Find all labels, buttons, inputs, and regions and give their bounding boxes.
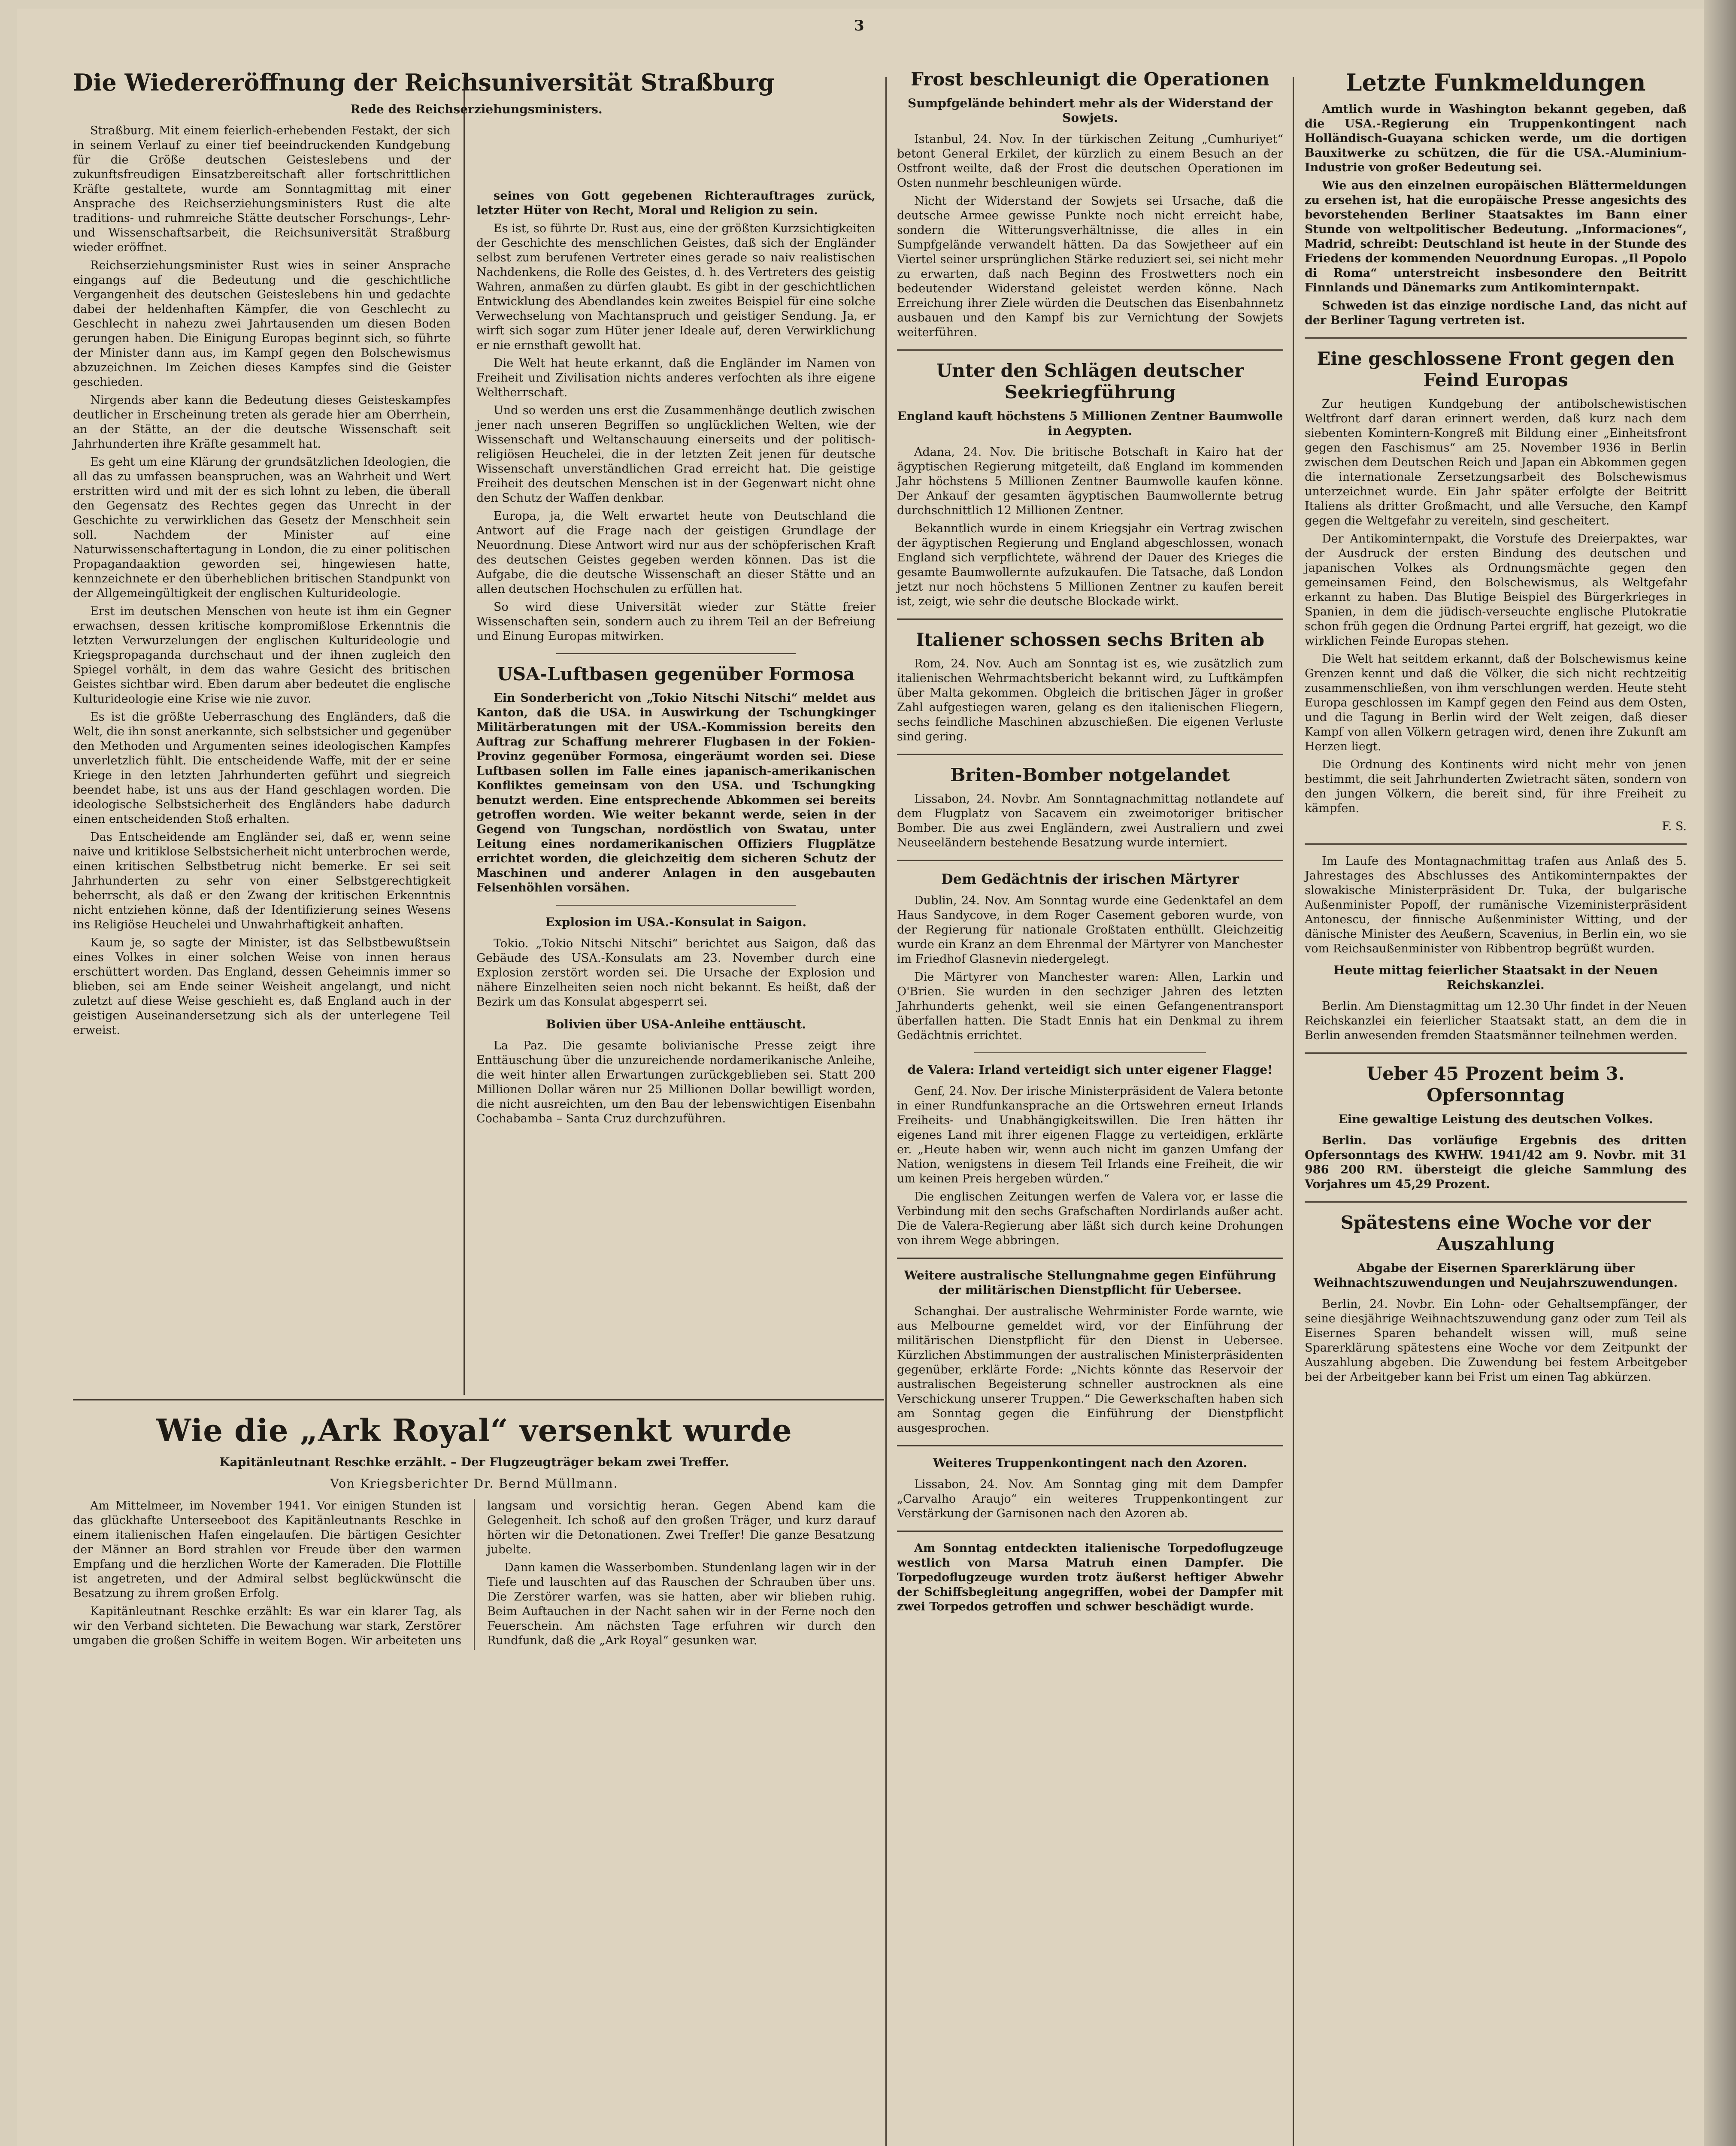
- divider: [556, 905, 796, 906]
- paragraph: Es ist, so führte Dr. Rust aus, eine der größten Kurzsichtigkeiten der Geschichte des menschlichen Geistes, daß sich der Engländer selbst zum berufenen Vertreter eines gerade so naiv realistischen Nachdenkens, die Rolle des Geistes, d. h. des Vertreters des geistig Wahren, anmaßen zu dürfen glaubt. Es gibt in der geschichtlichen Entwicklung des Abendlandes kein zweites Beispiel für eine solche Verwechselung von Machtanspruch und geistiger Sendung. Ja, er wirft sich sogar zum Hüter jener Ideale auf, deren Verwirklichung er nie ernsthaft gewollt hat.: [476, 222, 876, 352]
- paragraph: Ein Sonderbericht von „Tokio Nitschi Nitschi“ meldet aus Kanton, daß die USA. in Auswirkung der Tschungkinger Militärberatungen mit der USA.-Kommission bereits den Auftrag zur Schaffung mehrerer Flugbasen in der Fokien-Provinz gegenüber Formosa, eingeräumt worden sei. Diese Luftbasen sollen im Falle eines japanisch-amerikanischen Konfliktes gemeinsam von den USA. und Tschungking benutzt werden. Eine entsprechende Abkommen sei bereits getroffen worden. Wie weiter bekannt werde, seien in der Gegend von Tungschan, nordöstlich von Swatau, unter Leitung eines nordamerikanischen Offiziers Flugplätze errichtet worden, die gleichzeitig dem sicheren Schutz der Maschinen und anderer Anlagen in den ausgebauten Felsenhöhlen vorsähen.: [476, 691, 876, 894]
- page-number: 3: [854, 17, 864, 34]
- paragraph: Der Antikominternpakt, die Vorstufe des Dreierpaktes, war der Ausdruck der ersten Bindung des deutschen und japanischen Volkes als Ordnungsmächte gegen den gemeinsamen Feind, den Bolschewismus, als Weltgefahr erkannt zu haben. Das Blutige Beispiel des Bürgerkrieges in Spanien, in dem die jüdisch-verseuchte englische Plutokratie schon früh gegen die Ordnung Partei ergriff, hat gezeigt, wo die wirklichen Feinde Europas stehen.: [1305, 532, 1687, 648]
- paragraph: Nicht der Widerstand der Sowjets sei Ursache, daß die deutsche Armee gewisse Punkte noch nicht erreicht habe, sondern die Witterungsverhältnisse, die alles in ein Sumpfgelände verwandelt hätten. Da das Sowjetheer auf ein Viertel seiner ursprünglichen Stärke reduziert sei, sei nicht mehr zu erwarten, daß nach Beginn des Frostwetters noch ein bedeutender Widerstand geleistet werden könne. Nach Erreichung ihrer Ziele würden die Deutschen das Eisenbahnnetz ausbauen und den Kampf bis zur Vernichtung der Sowjets weiterführen.: [897, 194, 1283, 339]
- paragraph: Kaum je, so sagte der Minister, ist das Selbstbewußtsein eines Volkes in einer solchen Weise von innen heraus erschüttert worden. Das England, dessen Geheimnis immer so blieben, sei am Ende seiner Weisheit angelangt, und nicht zuletzt auf diese Weise geschieht es, daß England auch in der geistigen Auseinandersetzung sich als der unterlegene Teil erweist.: [73, 936, 451, 1037]
- headline-valera: de Valera: Irland verteidigt sich unter eigener Flagge!: [907, 1063, 1273, 1077]
- headline-funkmeldungen: Letzte Funkmeldungen: [1345, 69, 1646, 96]
- paragraph: So wird diese Universität wieder zur Stätte freier Wissenschaften sein, sondern auch zu ihrem Teil an der Befreiung und Einung Europas mitwirken.: [476, 600, 876, 643]
- divider: [897, 754, 1283, 755]
- divider: [897, 1445, 1283, 1446]
- paragraph: Erst im deutschen Menschen von heute ist ihm ein Gegner erwachsen, dessen kritische kompromißlose Erkenntnis die letzten Verwurzelungen der englischen Kulturideologie und Kriegspropaganda durchschaut und der ihnen zugleich den Spiegel vorhält, in dem das wahre Gesicht des britischen Geistes sichtbar wird. Eben darum aber bedeutet die englische Kulturideologie eine Krise wie nie zuvor.: [73, 605, 451, 706]
- paragraph: Dublin, 24. Nov. Am Sonntag wurde eine Gedenktafel an dem Haus Sandycove, in dem Roger Casement geboren wurde, von der Regierung für nationale Großtaten enthüllt. Gleichzeitig wurde ein Kranz an dem Ehrenmal der Märtyrer von Manchester im Friedhof Glasnevin niedergelegt.: [897, 894, 1283, 966]
- paragraph: Europa, ja, die Welt erwartet heute von Deutschland die Antwort auf die Frage nach der geistigen Grundlage der Neuordnung. Diese Antwort wird nur aus der schöpferischen Kraft des deutschen Geistes gegeben werden können. Das ist die Aufgabe, die die deutsche Wissenschaft an dieser Stätte und an allen deutschen Hochschulen zu erfüllen hat.: [476, 509, 876, 596]
- paragraph: Lissabon, 24. Novbr. Am Sonntagnachmittag notlandete auf dem Flugplatz von Sacavem ein zweimotoriger britischer Bomber. Die aus zwei Engländern, zwei Australiern und zwei Neuseeländern bestehende Besatzung wurde interniert.: [897, 792, 1283, 849]
- paragraph: Nirgends aber kann die Bedeutung dieses Geisteskampfes deutlicher in Erscheinung treten als gerade hier am Oberrhein, an der Stätte, an der die deutsche Wissenschaft seit Jahrhunderten ihre Kräfte gesammelt hat.: [73, 394, 451, 451]
- subhead-opfersonntag: Eine gewaltige Leistung des deutschen Volkes.: [1338, 1112, 1653, 1126]
- headline-front: Eine geschlossene Front gegen den Feind Europas: [1317, 348, 1675, 391]
- divider: [897, 860, 1283, 861]
- divider: [897, 1531, 1283, 1532]
- headline-auszahlung: Spätestens eine Woche vor der Auszahlung: [1340, 1212, 1651, 1255]
- paragraph: Am Mittelmeer, im November 1941. Vor einigen Stunden ist das glückhafte Unterseeboot des Kapitänleutnants Reschke in einem italienischen Hafen eingelaufen. Die bärtigen Gesichter der Männer an Bord strahlen vor Freude über den warmen Empfang und die herzlichen Worte der Kameraden. Die Flottille ist angetreten, und der Admiral selbst beglückwünscht die Besatzung zu ihrem großen Erfolg.: [73, 1499, 461, 1600]
- paragraph: Adana, 24. Nov. Die britische Botschaft in Kairo hat der ägyptischen Regierung mitgeteilt, daß England im kommenden Jahr höchstens 5 Millionen Zentner Baumwolle kaufen könne. Der Ankauf der gesamten ägyptischen Baumwollernte betrug durchschnittlich 12 Millionen Zentner.: [897, 446, 1283, 517]
- divider: [897, 1258, 1283, 1259]
- paragraph: Die Welt hat seitdem erkannt, daß der Bolschewismus keine Grenzen kennt und daß die Völker, die sich nicht rechtzeitig zusammenschließen, von ihm verschlungen werden. Heute steht Europa geschlossen im Kampf gegen den Feind aus dem Osten, und die Tagung in Berlin wird der Welt zeigen, daß dieser Kampf von allen Völkern getragen wird, denen ihre Zukunft am Herzen liegt.: [1305, 652, 1687, 753]
- paragraph: Rom, 24. Nov. Auch am Sonntag ist es, wie zusätzlich zum italienischen Wehrmachtsbericht bekannt wird, zu Luftkämpfen über Malta gekommen. Obgleich die britischen Jäger in großer Zahl aufgestiegen waren, gelang es den italienischen Fliegern, sechs feindliche Maschinen abzuschießen. Die eigenen Verluste sind gering.: [897, 657, 1283, 743]
- headline-italiener: Italiener schossen sechs Briten ab: [915, 629, 1265, 650]
- paragraph: Tokio. „Tokio Nitschi Nitschi“ berichtet aus Saigon, daß das Gebäude des USA.-Konsulats am 23. November durch eine Explosion zerstört worden sei. Die Ursache der Explosion und nähere Einzelheiten seien noch nicht bekannt. Es heißt, daß der Bezirk um das Konsulat abgesperrt sei.: [476, 937, 876, 1009]
- paragraph: Die Märtyrer von Manchester waren: Allen, Larkin und O'Brien. Sie wurden in den sechziger Jahren des letzten Jahrhunderts gehenkt, weil sie einen Gefangenentransport überfallen hatten. Die Stadt Ennis hat ein Denkmal zu ihrem Gedächtnis errichtet.: [897, 970, 1283, 1042]
- paragraph: Bekanntlich wurde in einem Kriegsjahr ein Vertrag zwischen der ägyptischen Regierung und England abgeschlossen, wonach England sich verpflichtete, während der Dauer des Krieges die gesamte Baumwollernte aufzukaufen. Die Tatsache, daß London jetzt nur noch höchstens 5 Millionen Zentner zu kaufen bereit ist, zeigt, wie sehr die deutsche Blockade wirkt.: [897, 522, 1283, 608]
- column-rule: [885, 77, 887, 2146]
- headline-azoren: Weiteres Truppenkontingent nach den Azoren.: [933, 1456, 1248, 1470]
- paragraph: Schanghai. Der australische Wehrminister Forde warnte, wie aus Melbourne gemeldet wird, vor der Einführung der militärischen Dienstpflicht für den Dienst in Uebersee. Kürzlichen Abstimmungen der australischen Ministerpräsidenten gegenüber, erklärte Forde: „Nichts könnte das Reservoir der australischen Begeisterung schneller austrocknen als eine Verschickung unserer Truppen.“ Die Gewerkschaften haben sich am Sonntag gegen die Einführung der Dienstpflicht ausgesprochen.: [897, 1305, 1283, 1435]
- subhead-ark-royal: Kapitänleutnant Reschke erzählt. – Der Flugzeugträger bekam zwei Treffer.: [219, 1455, 729, 1469]
- paragraph: Berlin. Das vorläufige Ergebnis des dritten Opfersonntags des KWHW. 1941/42 am 9. Novbr. mit 31 986 200 RM. übersteigt die gleiche Sammlung des Vorjahres um 45,29 Prozent.: [1305, 1134, 1687, 1191]
- headline-formosa: USA-Luftbasen gegenüber Formosa: [497, 664, 855, 685]
- paragraph: Dann kamen die Wasserbomben. Stundenlang lagen wir in der Tiefe und lauschten auf das Rauschen der Schrauben über uns. Die Zerstörer warfen, was sie hatten, aber wir blieben ruhig. Beim Auftauchen in der Nacht sahen wir in der Ferne noch den Feuerschein. Am nächsten Tage erfuhren wir durch den Rundfunk, daß die „Ark Royal“ gesunken war.: [487, 1561, 876, 1647]
- headline-bomber: Briten-Bomber notgelandet: [950, 764, 1230, 785]
- ark-royal-article: [73, 1412, 876, 2146]
- signature: F. S.: [1662, 820, 1687, 833]
- paragraph: Die Ordnung des Kontinents wird nicht mehr von jenen bestimmt, die seit Jahrhunderten Zwietracht säten, sondern von den jungen Völkern, die bereit sind, für ihre Freiheit zu kämpfen.: [1305, 758, 1687, 815]
- divider: [897, 349, 1283, 351]
- paragraph: Kapitänleutnant Reschke erzählt: Es war ein klarer Tag, als wir den Verband sichteten. Die Bewachung war stark, Zerstörer umgaben die großen Schiffe in weitem Bogen. Wir arbeiteten uns langsam und vorsichtig heran. Gegen Abend kam die Gelegenheit. Ich schoß auf den großen Träger, und kurz darauf hörten wir die Detonationen. Zwei Treffer! Die ganze Besatzung jubelte.: [73, 1499, 876, 1647]
- subhead-frost: Sumpfgelände behindert mehr als der Widerstand der Sowjets.: [908, 96, 1272, 125]
- column-4: [1305, 69, 1687, 2146]
- paragraph: Wie aus den einzelnen europäischen Blättermeldungen zu ersehen ist, hat die europäische Presse angesichts des bevorstehenden Berliner Staatsaktes im Bann einer Stunde von weltpolitischer Bedeutung. „Informaciones“, Madrid, schreibt: Deutschland ist heute in der Stunde des Friedens der kommenden Neuordnung Europas. „Il Popolo di Roma“ unterstreicht insbesondere den Beitritt Finnlands und Dänemarks zum Antikominternpakt.: [1305, 179, 1687, 294]
- paragraph: Amtlich wurde in Washington bekannt gegeben, daß die USA.-Regierung ein Truppenkontingent nach Holländisch-Guayana schicken werde, um die dortigen Bauxitwerke zu schützen, die für die USA.-Aluminium-Industrie von großer Bedeutung sei.: [1305, 103, 1687, 174]
- column-2: [476, 189, 876, 1386]
- headline-staatsakt: Heute mittag feierlicher Staatsakt in der Neuen Reichskanzlei.: [1333, 963, 1658, 992]
- ark-royal-body: [73, 1499, 876, 1650]
- paragraph: La Paz. Die gesamte bolivianische Presse zeigt ihre Enttäuschung über die unzureichende nordamerikanische Anleihe, die weit hinter allen Erwartungen zurückgeblieben sei. Statt 200 Millionen Dollar wären nur 25 Millionen Dollar bewilligt worden, die nicht ausreichten, um den Bau der lebenswichtigen Eisenbahn Cochabamba – Santa Cruz durchzuführen.: [476, 1039, 876, 1125]
- headline-australien: Weitere australische Stellungnahme gegen Einführung der militärischen Dienstpflicht für Uebersee.: [904, 1268, 1276, 1297]
- headline-maertyrer: Dem Gedächtnis der irischen Märtyrer: [941, 871, 1239, 887]
- paragraph: Im Laufe des Montagnachmittag trafen aus Anlaß des 5. Jahrestages des Abschlusses des Antikominternpaktes der slowakische Ministerpräsident Dr. Tuka, der bulgarische Außenminister Popoff, der rumänische Vizeministerpräsident Antonescu, der finnische Außenminister Witting, und der dänische Minister des Aeußern, Scavenius, in Berlin ein, wo sie vom Reichsaußenminister von Ribbentrop begrüßt wurden.: [1305, 855, 1687, 955]
- paragraph: Es geht um eine Klärung der grundsätzlichen Ideologien, die all das zu umfassen beanspruchen, was an Wahrheit und Wert erstritten wird und mit der es sich lohnt zu leben, die überall den Gegensatz des Rechtes gegen das Unrecht in der Geschichte zu verwirklichen das Gesetz der Menschheit sein soll. Nachdem der Minister auf eine Naturwissenschaftertagung in London, die zu einer politischen Propagandaaktion geworden sei, hingewiesen hatte, kennzeichnete er den überheblichen britischen Standpunkt von der Allgemeingültigkeit der englischen Kulturideologie.: [73, 455, 451, 600]
- subhead-seekrieg: England kauft höchstens 5 Millionen Zentner Baumwolle in Aegypten.: [897, 409, 1283, 438]
- subhead-auszahlung: Abgabe der Eisernen Sparerklärung über Weihnachtszuwendungen und Neujahrszuwendungen.: [1313, 1261, 1678, 1290]
- paragraph: Reichserziehungsminister Rust wies in seiner Ansprache eingangs auf die Bedeutung und die geschichtliche Vergangenheit des deutschen Geisteslebens hin und gedachte dabei der heldenhaften Kämpfer, die von Geschlecht zu Geschlecht in nahezu zwei Jahrtausenden um diesen Boden gerungen haben. Die Einigung Europas beginnt sich, so führte der Minister dann aus, im Kampf gegen den Bolschewismus abzuzeichnen. Im Zeichen dieses Kampfes sind die Geister geschieden.: [73, 259, 451, 389]
- section-rule: [73, 1399, 884, 1400]
- column-rule: [464, 77, 465, 1395]
- column-3: [897, 69, 1283, 2146]
- divider: [556, 653, 796, 654]
- paragraph: Und so werden uns erst die Zusammenhänge deutlich zwischen jener nach unseren Begriffen so unglücklichen Welten, wie der Wissenschaft und Weltanschauung einerseits und der politisch-religiösen Heuchelei, die in der letzten Zeit jenen für deutsche Wissenschaft unverständlichen Grad erreicht hat. Die geistige Freiheit des deutschen Menschen ist in der Gegenwart nicht ohne den Schutz der Waffen denkbar.: [476, 404, 876, 505]
- page-edge: [1704, 0, 1736, 2146]
- headline-saigon: Explosion im USA.-Konsulat in Saigon.: [545, 915, 807, 929]
- headline-strassburg: Die Wiedereröffnung der Reichsuniversität Straßburg: [73, 69, 775, 96]
- headline-frost: Frost beschleunigt die Operationen: [911, 69, 1269, 90]
- divider: [1305, 843, 1687, 845]
- paragraph: Die Welt hat heute erkannt, daß die Engländer im Namen von Freiheit und Zivilisation nichts anderes verfochten als ihre eigene Weltherrschaft.: [476, 357, 876, 399]
- paragraph: Genf, 24. Nov. Der irische Ministerpräsident de Valera betonte in einer Rundfunkansprache an die Ortswehren erneut Irlands Freiheits- und Unabhängigkeitswillen. Die Iren hätten ihr eigenes Land mit ihrer eigenen Flagge zu verteidigen, erklärte er. „Heute haben wir, wenn auch nicht im ganzen Umfang der Nation, wenigstens in diesem Teil Irlands eine Freiheit, die wir um keinen Preis hergeben würden.“: [897, 1085, 1283, 1185]
- paragraph: Istanbul, 24. Nov. In der türkischen Zeitung „Cumhuriyet“ betont General Erkilet, der kürzlich zu einem Besuch an der Ostfront weilte, daß der Frost die deutschen Operationen im Osten nunmehr beschleunigen würde.: [897, 133, 1283, 190]
- divider: [1305, 1052, 1687, 1054]
- byline: Von Kriegsberichter Dr. Bernd Müllmann.: [330, 1476, 618, 1491]
- paragraph: Das Entscheidende am Engländer sei, daß er, wenn seine naive und kritiklose Selbstsicherheit nicht unterbrochen werde, einen kritischen Selbstbetrug nicht bemerke. Er sei seit Jahrhunderten zu sehr von einer Selbstgerechtigkeit beherrscht, als daß er den Zwang der kritischen Erkenntnis nicht entziehen könne, daß der Identifizierung seines Wesens ins Religiöse Heuchelei und Unwahrhaftigkeit anhaften.: [73, 831, 451, 931]
- divider: [897, 618, 1283, 620]
- paragraph: Straßburg. Mit einem feierlich-erhebenden Festakt, der sich in seinem Verlauf zu einer tief beeindruckenden Kundgebung für die Größe deutschen Geisteslebens und der zukunftsfreudigen Einsatzbereitschaft aller fortschrittlichen Kräfte gestaltete, wurde am Sonntagmittag mit einer Ansprache des Reichserziehungsministers Rust die alte traditions- und ruhmreiche Stätte deutscher Forschungs-, Lehr- und Wissenschaftsarbeit, die Reichsuniversität Straßburg wieder eröffnet.: [73, 124, 451, 254]
- paragraph: Zur heutigen Kundgebung der antibolschewistischen Weltfront darf daran erinnert werden, daß kurz nach dem siebenten Komintern-Kongreß mit Bildung einer „Einheitsfront gegen den Faschismus“ am 25. November 1936 in Berlin zwischen dem Deutschen Reich und Japan ein Abkommen gegen die internationale Zersetzungsarbeit des Bolschewismus unterzeichnet wurde. Ein Jahr später erfolgte der Beitritt Italiens als dritter Großmacht, und alle Versuche, den Kampf gegen die Weltgefahr zu vereiteln, sind gescheitert.: [1305, 397, 1687, 527]
- paragraph: Am Sonntag entdeckten italienische Torpedoflugzeuge westlich von Marsa Matruh einen Dampfer. Die Torpedoflugzeuge wurden trotz äußerst heftiger Abwehr der Schiffsbegleitung angegriffen, wobei der Dampfer mit zwei Torpedos getroffen und schwer beschädigt wurde.: [897, 1542, 1283, 1613]
- paragraph: Es ist die größte Ueberraschung des Engländers, daß die Welt, die ihn sonst anerkannte, sich selbstsicher und gegenüber den Methoden und Argumenten seines ideologischen Kampfes unverletzlich fühlt. Die entscheidende Waffe, mit der er seine Kriege in den letzten Jahrhunderten geführt und siegreich beendet habe, ist uns aus der Hand geschlagen worden. Die ideologische Selbstsicherheit des Engländers habe dadurch einen entscheidenden Stoß erhalten.: [73, 710, 451, 826]
- paragraph: Berlin, 24. Novbr. Ein Lohn- oder Gehaltsempfänger, der seine diesjährige Weihnachtszuwendung ganz oder zum Teil als Eisernes Sparen behandelt wissen will, muß seine Sparerklärung spätestens eine Woche vor dem Zeitpunkt der Auszahlung abgeben. Die Zuwendung bei festem Arbeitgeber bei der Arbeitgeber kann bei Frist um einen Tag abkürzen.: [1305, 1297, 1687, 1384]
- paragraph: Berlin. Am Dienstagmittag um 12.30 Uhr findet in der Neuen Reichskanzlei ein feierlicher Staatsakt statt, an dem die in Berlin anwesenden fremden Staatsmänner teilnehmen werden.: [1305, 1000, 1687, 1042]
- paragraph: Die englischen Zeitungen werfen de Valera vor, er lasse die Verbindung mit den sechs Grafschaften Nordirlands außer acht. Die de Valera-Regierung aber läßt sich durch keine Drohungen von ihrem Wege abbringen.: [897, 1190, 1283, 1247]
- paragraph: Lissabon, 24. Nov. Am Sonntag ging mit dem Dampfer „Carvalho Araujo“ ein weiteres Truppenkontingent zur Verstärkung der Garnisonen nach den Azoren ab.: [897, 1478, 1283, 1520]
- headline-bolivien: Bolivien über USA-Anleihe enttäuscht.: [545, 1017, 806, 1031]
- subhead-strassburg: Rede des Reichserziehungsministers.: [350, 102, 603, 116]
- headline-seekrieg: Unter den Schlägen deutscher Seekriegführung: [936, 360, 1244, 403]
- headline-opfersonntag: Ueber 45 Prozent beim 3. Opfersonntag: [1366, 1063, 1625, 1106]
- paragraph: Schweden ist das einzige nordische Land, das nicht auf der Berliner Tagung vertreten ist.: [1305, 299, 1687, 327]
- column-rule: [1293, 77, 1294, 2146]
- divider: [1305, 337, 1687, 339]
- headline-ark-royal: Wie die „Ark Royal“ versenkt wurde: [156, 1412, 792, 1449]
- divider: [1305, 1201, 1687, 1203]
- paragraph: seines von Gott gegebenen Richterauftrages zurück, letzter Hüter von Recht, Moral und Religion zu sein.: [476, 189, 876, 217]
- divider: [974, 1052, 1206, 1053]
